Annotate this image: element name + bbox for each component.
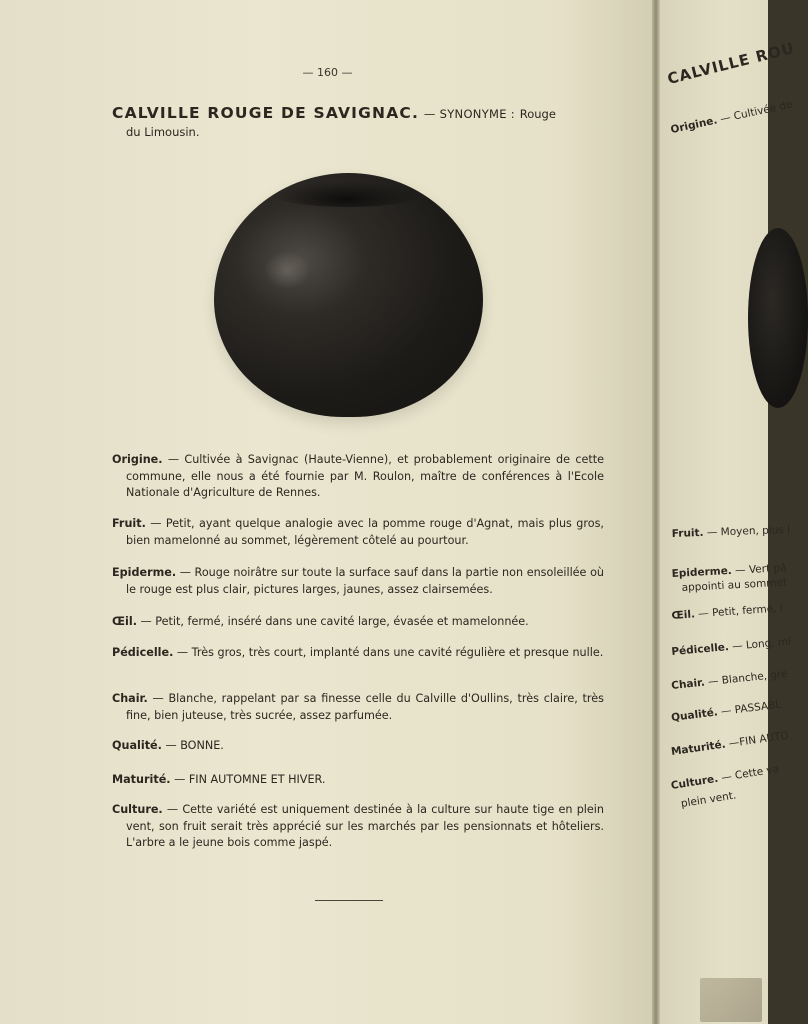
section-label: Epiderme. bbox=[112, 566, 177, 579]
synonym-value: Rouge bbox=[519, 107, 556, 121]
synonym-continued: du Limousin. bbox=[126, 125, 200, 139]
section-text: —FIN AUTO bbox=[728, 729, 790, 750]
section-divider bbox=[315, 900, 383, 901]
section-text: — Très gros, très court, implanté dans une cavité régulière et presque nulle. bbox=[176, 646, 604, 659]
page-number: — 160 — bbox=[302, 66, 353, 79]
section-label: Œil. bbox=[112, 615, 137, 628]
section-label: Culture. bbox=[670, 772, 719, 792]
section-label: Chair. bbox=[112, 692, 148, 705]
section-label: Fruit. bbox=[112, 517, 146, 530]
section-text: — Petit, fermé, inséré dans une cavité large, évasée et mamelonnée. bbox=[140, 615, 529, 628]
section-origine bbox=[112, 452, 604, 502]
section-label: Maturité. bbox=[670, 738, 727, 758]
section-text: plein vent. bbox=[680, 789, 738, 810]
section-pedicelle bbox=[112, 645, 604, 662]
section-text: — Blanche, rappelant par sa finesse celle du Calville d'Oullins, très claire, très fine, bien juteuse, très sucrée, assez parfumée. bbox=[126, 692, 604, 722]
section-text: — Vert pâ bbox=[734, 561, 787, 577]
section-label: Origine. bbox=[669, 114, 719, 136]
variety-name: CALVILLE ROUGE DE SAVIGNAC. bbox=[112, 104, 420, 122]
corner-thumbnail bbox=[700, 978, 762, 1022]
section-text: — Blanche, gre bbox=[707, 667, 789, 689]
section-label: Pédicelle. bbox=[670, 641, 730, 658]
apple-photo bbox=[214, 173, 483, 417]
right-page bbox=[660, 0, 768, 1024]
section-text: — Petit, ayant quelque analogie avec la pomme rouge d'Agnat, mais plus gros, bien mamelonné au sommet, légèrement côtelé au pourtour. bbox=[126, 517, 604, 547]
section-label: Pédicelle. bbox=[112, 646, 174, 659]
apple-stem-cavity bbox=[272, 181, 422, 207]
synonym-label: — SYNONYME : bbox=[423, 107, 515, 121]
section-label: Maturité. bbox=[112, 773, 171, 786]
section-label: Qualité. bbox=[112, 739, 162, 752]
entry-title bbox=[112, 103, 592, 141]
section-text: — Petit, fermé, i bbox=[697, 602, 784, 621]
section-label: Œil. bbox=[671, 608, 696, 622]
section-text: — BONNE. bbox=[165, 739, 224, 752]
section-text: appointi au sommet bbox=[681, 576, 788, 594]
right-page-title: CALVILLE ROU bbox=[665, 38, 797, 88]
section-label: Qualité. bbox=[670, 706, 719, 724]
section-text: — PASSABL bbox=[720, 698, 782, 718]
book-gutter bbox=[652, 0, 660, 1024]
section-text: — Cultivée à Savignac (Haute-Vienne), et probablement originaire de cette commune, elle nous a été fournie par M. Roulon, maître de conférences à l'Ecole Nationale d'Agriculture de Rennes. bbox=[126, 453, 605, 499]
section-epiderme bbox=[112, 565, 604, 598]
section-text: — Rouge noirâtre sur toute la surface sauf dans la partie non ensoleillée où le rouge est plus clair, pictures larges, jaunes, assez clairsemées. bbox=[126, 566, 605, 596]
section-label: Epiderme. bbox=[671, 564, 733, 580]
section-label: Chair. bbox=[670, 676, 706, 692]
section-label: Fruit. bbox=[671, 526, 704, 540]
section-label: Culture. bbox=[112, 803, 163, 816]
section-text: — Cette va bbox=[720, 763, 780, 785]
section-fruit bbox=[112, 516, 604, 549]
section-text: — FIN AUTOMNE ET HIVER. bbox=[174, 773, 326, 786]
section-text: — Cette variété est uniquement destinée à la culture sur haute tige en plein vent, son fruit serait très apprécié sur les marchés par les pensionnats et hôteliers. L'arbre a le jeune bois comme jaspé. bbox=[126, 803, 604, 849]
right-page-apple-photo bbox=[748, 228, 808, 408]
apple-highlight bbox=[264, 251, 310, 289]
section-text: — Moyen, plus l bbox=[706, 523, 791, 539]
section-text: — Long, mi bbox=[731, 635, 792, 653]
section-culture bbox=[112, 802, 604, 852]
section-text: — Cultivée de bbox=[719, 98, 794, 126]
section-chair bbox=[112, 691, 604, 724]
section-oeil bbox=[112, 614, 604, 631]
section-maturite bbox=[112, 772, 604, 789]
section-label: Origine. bbox=[112, 453, 163, 466]
section-qualite bbox=[112, 738, 604, 755]
